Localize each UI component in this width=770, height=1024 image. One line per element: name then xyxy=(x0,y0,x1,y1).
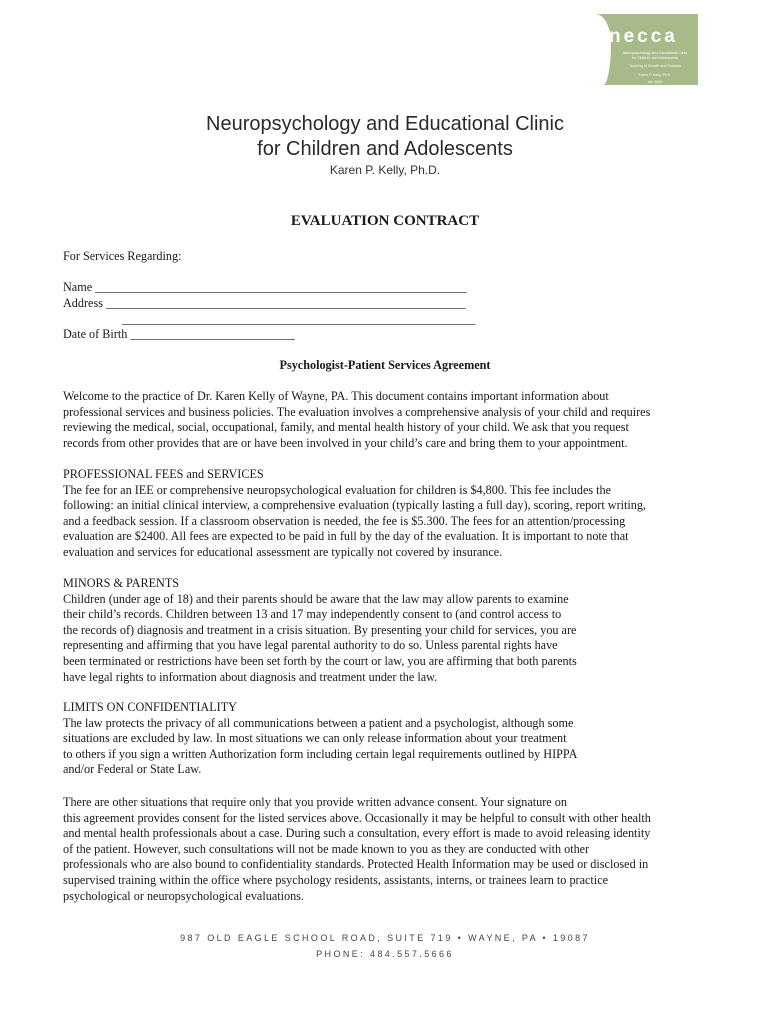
text-line: evaluation are $2400. All fees are expected to be paid in full by the day of the evaluation. It is important to note that xyxy=(63,529,629,544)
necca-logo xyxy=(585,14,698,85)
logo-text: est. 2005 xyxy=(647,80,663,84)
consent-paragraph xyxy=(63,795,713,904)
welcome-paragraph xyxy=(63,389,713,451)
text-line: reviewing the medical, social, occupational, family, and mental health history of your child. We ask that you request xyxy=(63,420,629,435)
logo-wordmark: necca xyxy=(609,26,678,47)
date-of-birth-field[interactable]: Date of Birth ___________________________ xyxy=(63,327,295,341)
text-line: There are other situations that require only that you provide written advance consent. Your signature on xyxy=(63,795,567,809)
logo-text: Neuropsychology and Educational Clinic xyxy=(622,51,688,55)
logo-text: for Children and Adolescents xyxy=(632,56,678,60)
text-line: records from other provides that are or have been involved in your child’s care and bring them to your appointment. xyxy=(63,435,628,450)
text-line: this agreement provides consent for the listed services above. Occasionally it may be helpful to consult with other health xyxy=(63,810,651,825)
fees-section xyxy=(63,467,713,561)
section-heading: MINORS & PARENTS xyxy=(63,576,180,590)
text-line: to others if you sign a written Authorization form including certain legal requirements outlined by HIPPA xyxy=(63,746,578,761)
logo-text: Karen P. Kelly, Ph.D. xyxy=(638,73,672,77)
text-line: their child’s records. Children between 13 and 17 may independently consent to (and control access to xyxy=(63,607,562,622)
text-line: of the patient. However, such consultations will not be made known to you as they are conducted with other xyxy=(63,841,590,856)
text-line: have legal rights to information about diagnosis and treatment under the law. xyxy=(63,669,438,684)
footer-phone: PHONE: 484.557.5666 xyxy=(316,949,454,959)
address-field-line2[interactable]: __________________________________________________________ xyxy=(122,312,476,326)
text-line: The fee for an IEE or comprehensive neuropsychological evaluation for children is $4,800. This fee includes the xyxy=(63,482,612,497)
footer-address: 987 OLD EAGLE SCHOOL ROAD, SUITE 719 • WAYNE, PA • 19087 xyxy=(180,933,590,943)
text-line: Children (under age of 18) and their parents should be aware that the law may allow parents to examine xyxy=(63,591,569,606)
text-line: representing and affirming that you have legal parental authority to do so. Unless parental rights have xyxy=(63,638,558,653)
text-line: and/or Federal or State Law. xyxy=(63,762,202,777)
agreement-subtitle: Psychologist-Patient Services Agreement xyxy=(279,358,491,372)
logo-text: Tracking of Growth and Success xyxy=(629,64,681,68)
text-line: situations are excluded by law. In most situations we can only release information about your treatment xyxy=(63,731,567,746)
text-line: and a feedback session. If a classroom observation is needed, the fee is $5.300. The fees for an attention/processing xyxy=(63,513,626,528)
name-field[interactable]: Name _____________________________________________________________ xyxy=(63,280,467,294)
text-line: professionals who are also bound to confidentiality standards. Protected Health Information may be used or disclosed in xyxy=(63,857,649,872)
minors-section xyxy=(63,576,713,685)
text-line: supervised training within the office where psychology residents, assistants, interns, or trainees learn to practice xyxy=(63,872,609,887)
services-regarding-label: For Services Regarding: xyxy=(63,249,182,263)
text-line: following: an initial clinical interview, a comprehensive evaluation (typically lasting a full day), scoring, report writing, xyxy=(63,498,647,513)
text-line: been terminated or restrictions have been set forth by the court or law, you are affirming that both parents xyxy=(63,653,577,668)
section-heading: PROFESSIONAL FEES and SERVICES xyxy=(63,467,264,481)
text-line: evaluation and services for educational assessment are typically not covered by insurance. xyxy=(63,544,503,559)
text-line: psychological or neuropsychological evaluations. xyxy=(63,888,304,903)
clinic-name-line2: for Children and Adolescents xyxy=(257,138,513,160)
text-line: and mental health professionals about a case. During such a consultation, every effort is made to avoid releasing identity xyxy=(63,826,651,841)
text-line: professional services and business policies. The evaluation involves a comprehensive analysis of your child and requires xyxy=(63,404,651,419)
text-line: the records of) diagnosis and treatment in a crisis situation. By presenting your child for services, you are xyxy=(63,622,577,637)
section-heading: LIMITS ON CONFIDENTIALITY xyxy=(63,700,237,714)
page-title: EVALUATION CONTRACT xyxy=(290,213,480,229)
text-line: The law protects the privacy of all communications between a patient and a psychologist, although some xyxy=(63,715,574,730)
clinic-name-line1: Neuropsychology and Educational Clinic xyxy=(206,113,564,135)
leaf-shape xyxy=(585,14,611,85)
address-field[interactable]: Address ___________________________________________________________ xyxy=(63,296,466,310)
confidentiality-section xyxy=(63,700,713,778)
doctor-name: Karen P. Kelly, Ph.D. xyxy=(329,163,441,177)
text-line: Welcome to the practice of Dr. Karen Kelly of Wayne, PA. This document contains important information about xyxy=(63,389,609,403)
